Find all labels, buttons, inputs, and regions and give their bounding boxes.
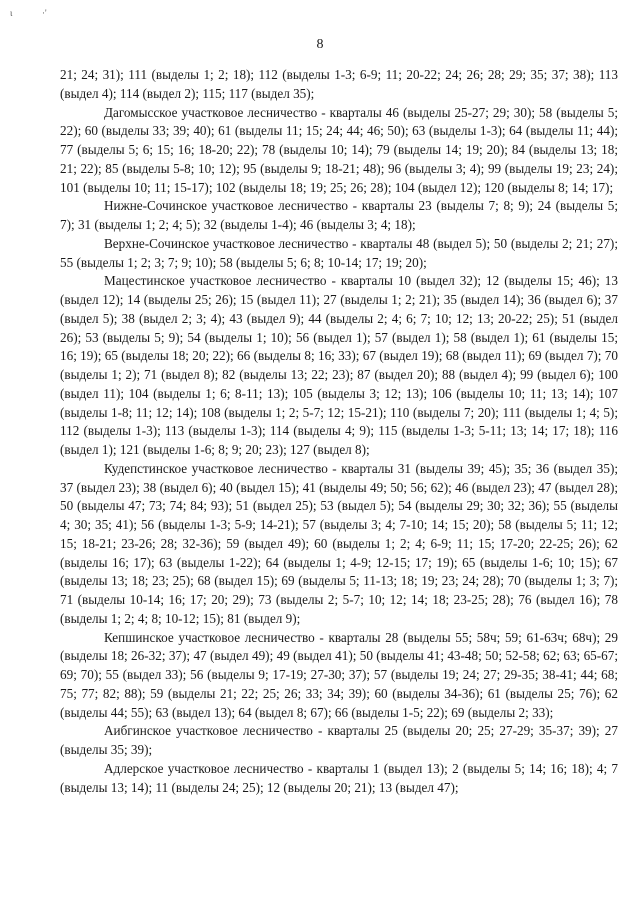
paragraph-verkhne-sochi: Верхне-Сочинское участковое лесничество - кварталы 48 (выдел 5); 50 (выделы 2; 21; 27); 55 (выделы 1; 2; 3; 7; 9; 10); 58 (выделы 5; 6; 8; 10-14; 17; 19; 20);: [60, 235, 618, 270]
scan-mark: ι: [10, 8, 13, 18]
paragraph-aibga: Аибгинское участковое лесничество - кварталы 25 (выделы 20; 25; 27-29; 35-37; 39); 27 (выделы 35; 39);: [60, 723, 618, 757]
paragraph-matsesta: Мацестинское участковое лесничество - кварталы 10 (выдел 32); 12 (выделы 15; 46); 13 (выдел 12); 14 (выделы 25; 26); 15 (выдел 11); 27 (выделы 1; 2; 21); 35 (выдел 14); 36 (выдел 6); 37 (выдел 5); 38 (выдел 2; 3; 4); 43 (выдел 9); 44 (выделы 2; 4; 6; 7; 10; 12; 13; 20-22; 25); 51 (выдел 26); 53 (выделы 5; 9); 54 (выделы 1; 10); 56 (выдел 1); 57 (выдел 1); 58 (выдел 1); 61 (выделы 15; 16; 19); 65 (выделы 18; 20; 22); 66 (выделы 8; 16; 33); 67 (выдел 19); 68 (выдел 11); 69 (выдел 7); 70 (выделы 1; 2); 71 (выдел 8); 82 (выделы 13; 22; 23); 87 (выдел 20); 88 (выдел 4); 99 (выдел 6); 100 (выдел 11); 104 (выделы 1; 6; 8-11; 13); 105 (выделы 3; 12; 13); 106 (выделы 10; 11; 13; 14); 107 (выделы 1-8; 11; 12; 14); 108 (выделы 1; 2; 5-7; 12; 15-21); 110 (выделы 7; 20); 111 (выделы 1; 4; 5); 112 (выделы 1-3); 113 (выделы 1-3); 114 (выделы 4; 9); 115 (выделы 1-3; 5-11; 13; 14; 17; 18); 116 (выдел 1); 121 (выделы 1-6; 8; 9; 20; 23); 127 (выдел 8);: [60, 273, 618, 457]
paragraph-adler: Адлерское участковое лесничество - кварталы 1 (выдел 13); 2 (выделы 5; 14; 16; 18); 4; 7 (выделы 13; 14); 11 (выделы 24; 25); 12 (выделы 20; 21); 13 (выдел 47);: [60, 760, 618, 795]
paragraph-dagomys: Дагомысское участковое лесничество - кварталы 46 (выделы 25-27; 29; 30); 58 (выделы 5; 22); 60 (выделы 33; 39; 40); 61 (выделы 11; 15; 24; 44; 46; 50); 63 (выделы 1-3); 64 (выделы 11; 44); 77 (выделы 5; 6; 15; 16; 18-20; 22); 78 (выделы 10; 14); 79 (выделы 14; 19; 20); 84 (выделы 13; 18; 21; 22); 85 (выделы 5-8; 10; 12); 95 (выделы 9; 18-21; 48); 96 (выделы 3; 4); 99 (выделы 19; 23; 24); 101 (выделы 10; 11; 15-17); 102 (выделы 18; 19; 25; 26; 28); 104 (выдел 12); 120 (выделы 8; 14; 17);: [60, 104, 618, 195]
paragraph-kudepsta: Кудепстинское участковое лесничество - кварталы 31 (выделы 39; 45); 35; 36 (выдел 35); 37 (выдел 23); 38 (выдел 6); 40 (выдел 15); 41 (выделы 49; 50; 56; 62); 46 (выдел 23); 47 (выдел 28); 50 (выделы 47; 73; 74; 84; 93); 51 (выдел 25); 53 (выдел 5); 54 (выделы 29; 30; 32; 36); 55 (выделы 4; 30; 35; 41); 56 (выделы 1-3; 5-9; 14-21); 57 (выделы 3; 4; 7-10; 14; 15; 20); 58 (выделы 5; 11; 12; 15; 18-21; 23-26; 28; 32-36); 59 (выдел 49); 60 (выделы 1; 2; 4; 6-9; 11; 15; 17-20; 22-25; 26); 62 (выделы 16; 17); 63 (выделы 1-22); 64 (выделы 1; 4-9; 12-15; 17; 19); 65 (выделы 1-6; 10; 15); 67 (выделы 13; 18; 23; 25); 68 (выдел 15); 69 (выделы 5; 11-13; 18; 19; 23; 24; 28); 70 (выделы 1; 3; 7); 71 (выделы 10-14; 16; 17; 20; 29); 73 (выделы 2; 5-7; 10; 12; 14; 18; 23-25; 28); 76 (выдел 16); 78 (выделы 1; 2; 4; 8; 10-12; 15); 81 (выдел 9);: [60, 460, 618, 626]
paragraph-kepsha: Кепшинское участковое лесничество - кварталы 28 (выделы 55; 58ч; 59; 61-63ч; 68ч); 29 (выделы 18; 26-32; 37); 47 (выдел 49); 49 (выдел 41); 50 (выделы 41; 43-48; 50; 52-58; 62; 63; 65-67; 69; 70); 55 (выдел 33); 56 (выделы 9; 17-19; 27-30; 37); 57 (выделы 19; 24; 27; 29-35; 38-41; 44; 68; 75; 77; 82; 88); 59 (выделы 21; 22; 25; 26; 33; 34; 39); 60 (выделы 34-36); 61 (выделы 25; 76); 62 (выделы 44; 55); 63 (выдел 13); 64 (выдел 8; 67); 66 (выделы 1-5; 22); 69 (выделы 2; 33);: [60, 629, 618, 720]
scan-mark: ·': [42, 8, 47, 18]
page-number: 8: [316, 37, 324, 52]
document-body: [60, 66, 618, 797]
paragraph-continuation: 21; 24; 31); 111 (выделы 1; 2; 18); 112 (выделы 1-3; 6-9; 11; 20-22; 24; 26; 28; 29; 35; 37; 38); 113 (выдел 4); 114 (выдел 2); 115; 117 (выдел 35);: [60, 67, 618, 101]
paragraph-nizhne-sochi: Нижне-Сочинское участковое лесничество - кварталы 23 (выделы 7; 8; 9); 24 (выделы 5; 7); 31 (выделы 1; 2; 4; 5); 32 (выделы 1-4); 46 (выделы 3; 4; 18);: [60, 198, 618, 232]
